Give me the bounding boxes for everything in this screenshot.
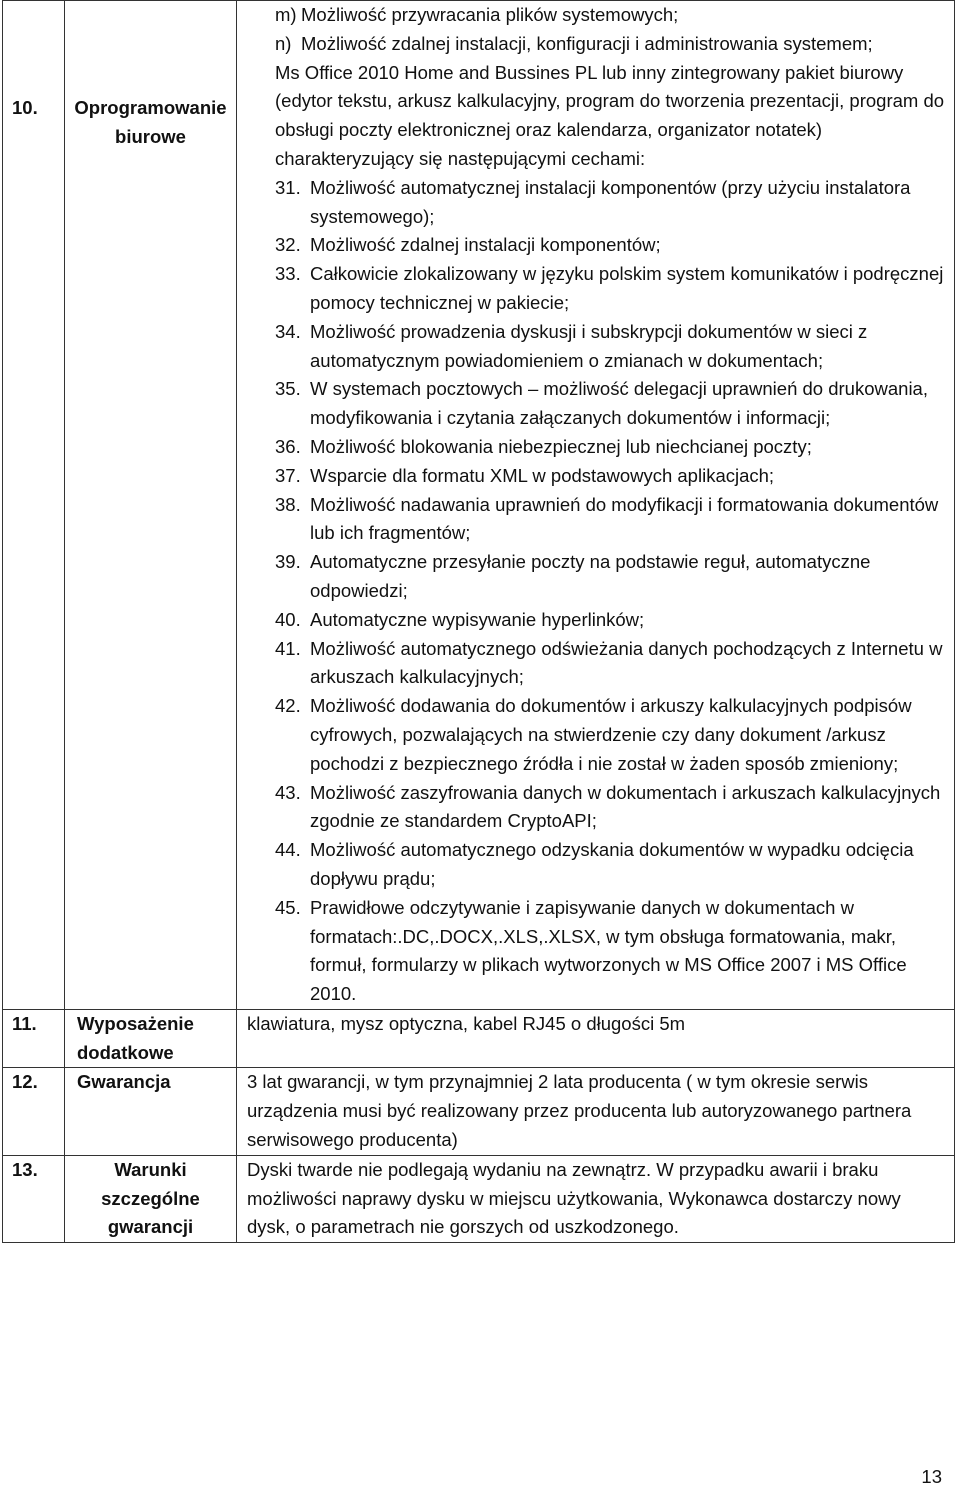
item-text: Możliwość automatycznego odświeżania danych pochodzących z Internetu w arkuszach kalkulacyjnych; bbox=[310, 637, 943, 688]
row-name: Oprogramowanie biurowe bbox=[65, 1, 237, 1010]
intro-paragraph: Ms Office 2010 Home and Bussines PL lub inny zintegrowany pakiet biurowy (edytor tekstu, arkusz kalkulacyjny, program do tworzenia prezentacji, program do obsługi poczty elektronicznej oraz kalendarza, organizator notatek) charakteryzujący się następującymi cechami: bbox=[275, 61, 945, 169]
list-item bbox=[275, 692, 948, 778]
table-row bbox=[3, 1009, 955, 1068]
row-description: 3 lat gwarancji, w tym przynajmniej 2 lata producenta ( w tym okresie serwis urządzenia musi być realizowany przez producenta lub autoryzowanego partnera serwisowego producenta) bbox=[237, 1068, 955, 1155]
item-text: Automatyczne przesyłanie poczty na podstawie reguł, automatyczne odpowiedzi; bbox=[310, 551, 871, 601]
item-label: 36. bbox=[275, 435, 301, 457]
page-number: 13 bbox=[921, 1466, 942, 1487]
item-label: 31. bbox=[275, 176, 301, 198]
item-text: Możliwość przywracania plików systemowych; bbox=[301, 4, 679, 25]
item-text: W systemach pocztowych – możliwość delegacji uprawnień do drukowania, modyfikowania i czytania załączanych dokumentów i informacji; bbox=[310, 378, 928, 429]
list-item bbox=[275, 491, 948, 549]
row-number: 10. bbox=[3, 1, 65, 1010]
row-name: Gwarancja bbox=[65, 1068, 237, 1155]
lettered-list bbox=[275, 1, 948, 59]
item-label: 42. bbox=[275, 695, 301, 717]
item-label: 38. bbox=[275, 493, 301, 515]
item-text: Możliwość zaszyfrowania danych w dokumentach i arkuszach kalkulacyjnych zgodnie ze standardem CryptoAPI; bbox=[310, 781, 941, 832]
item-text: Możliwość automatycznego odzyskania dokumentów w wypadku odcięcia dopływu prądu; bbox=[310, 839, 914, 889]
item-text: Możliwość dodawania do dokumentów i arkuszy kalkulacyjnych podpisów cyfrowych, pozwalających na stwierdzenie czy dany dokument /arkusz pochodzi z bezpiecznego źródła i nie został w żaden sposób zmieniony; bbox=[310, 695, 912, 774]
item-text: Możliwość nadawania uprawnień do modyfikacji i formatowania dokumentów lub ich fragmentów; bbox=[310, 493, 939, 544]
item-label: 45. bbox=[275, 896, 301, 918]
row-number: 13. bbox=[3, 1155, 65, 1242]
row-name: Warunki szczególne gwarancji bbox=[65, 1155, 237, 1242]
item-text: Wsparcie dla formatu XML w podstawowych aplikacjach; bbox=[310, 464, 775, 486]
list-item bbox=[275, 260, 948, 318]
item-label: m) bbox=[275, 4, 297, 25]
item-text: Całkowicie zlokalizowany w języku polskim system komunikatów i podręcznej pomocy technicznej w pakiecie; bbox=[310, 263, 944, 313]
list-item bbox=[275, 606, 948, 635]
item-text: Możliwość zdalnej instalacji komponentów; bbox=[310, 234, 661, 256]
item-label: 41. bbox=[275, 637, 301, 659]
list-item bbox=[275, 894, 948, 1009]
item-label: 34. bbox=[275, 320, 301, 342]
item-label: 32. bbox=[275, 234, 301, 256]
table-row bbox=[3, 1155, 955, 1242]
item-text: Możliwość automatycznej instalacji komponentów (przy użyciu instalatora systemowego); bbox=[310, 176, 911, 227]
list-item bbox=[275, 30, 948, 59]
row-description: Dyski twarde nie podlegają wydaniu na zewnątrz. W przypadku awarii i braku możliwości naprawy dysku w miejscu użytkowania, Wykonawca dostarczy nowy dysk, o parametrach nie gorszych od uszkodzonego. bbox=[237, 1155, 955, 1242]
list-item bbox=[275, 375, 948, 433]
row-number: 11. bbox=[3, 1009, 65, 1068]
table-row bbox=[3, 1, 955, 1010]
item-label: 39. bbox=[275, 551, 301, 573]
list-item bbox=[275, 836, 948, 894]
list-item bbox=[275, 174, 948, 232]
item-label: 40. bbox=[275, 608, 301, 630]
list-item bbox=[275, 462, 948, 491]
table-row bbox=[3, 1068, 955, 1155]
item-label: 35. bbox=[275, 378, 301, 400]
list-item bbox=[275, 548, 948, 606]
list-item bbox=[275, 635, 948, 693]
item-text: Możliwość zdalnej instalacji, konfiguracji i administrowania systemem; bbox=[301, 32, 873, 54]
item-label: 43. bbox=[275, 781, 301, 803]
item-label: 37. bbox=[275, 464, 301, 486]
item-label: 44. bbox=[275, 839, 301, 861]
row-description: klawiatura, mysz optyczna, kabel RJ45 o długości 5m bbox=[237, 1009, 955, 1068]
row-name: Wyposażenie dodatkowe bbox=[65, 1009, 237, 1068]
list-item bbox=[275, 231, 948, 260]
row-description bbox=[237, 1, 955, 1010]
row-number: 12. bbox=[3, 1068, 65, 1155]
feature-list bbox=[275, 174, 948, 1009]
specification-table bbox=[2, 0, 955, 1243]
item-text: Możliwość blokowania niebezpiecznej lub niechcianej poczty; bbox=[310, 435, 812, 457]
list-item bbox=[275, 779, 948, 837]
item-text: Możliwość prowadzenia dyskusji i subskrypcji dokumentów w sieci z automatycznym powiadomieniem o zmianach w dokumentach; bbox=[310, 320, 868, 371]
item-text: Automatyczne wypisywanie hyperlinków; bbox=[310, 608, 645, 630]
list-item bbox=[275, 1, 948, 30]
item-text: Prawidłowe odczytywanie i zapisywanie danych w dokumentach w formatach:.DC,.DOCX,.XLS,.XLSX, w tym obsługa formatowania, makr, formuł, formularzy w plikach wytworzonych w MS Office 2007 i MS Office 2010. bbox=[310, 896, 907, 1005]
list-item bbox=[275, 433, 948, 462]
list-item bbox=[275, 318, 948, 376]
item-label: n) bbox=[275, 32, 292, 54]
item-label: 33. bbox=[275, 263, 301, 285]
